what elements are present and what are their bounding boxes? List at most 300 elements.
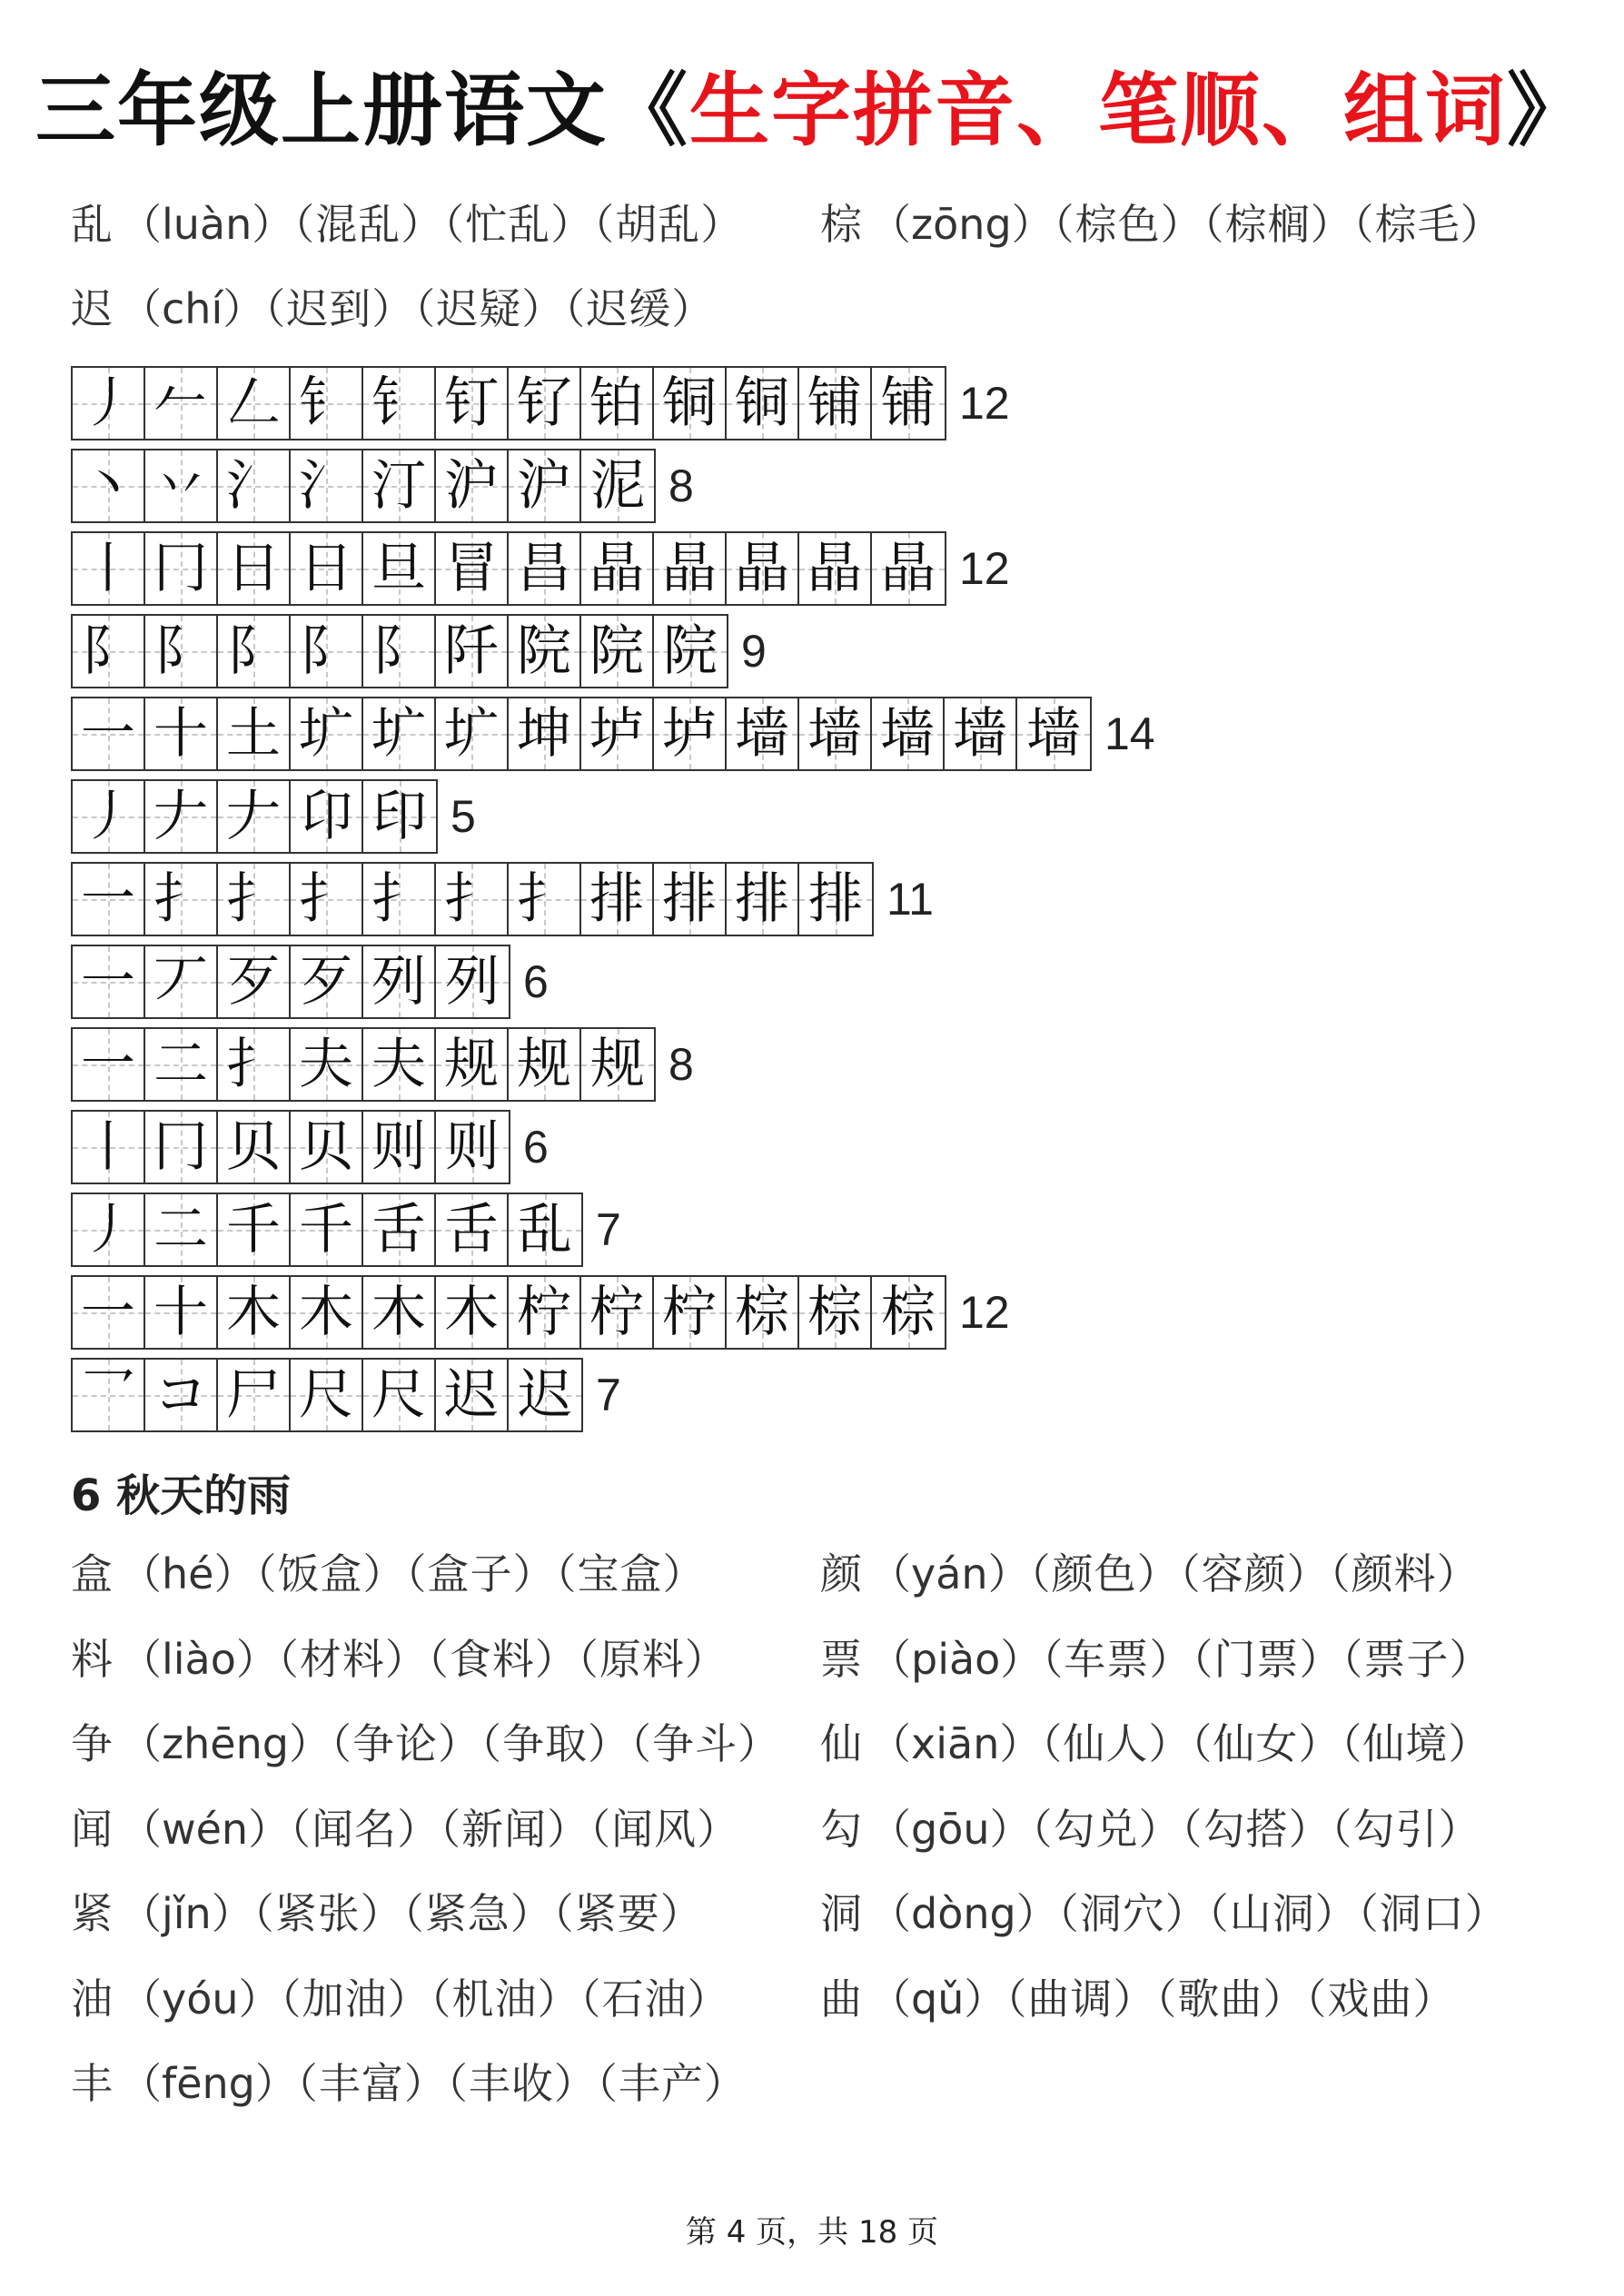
stroke-cell xyxy=(509,368,581,439)
stroke-count: 6 xyxy=(523,955,549,1007)
stroke-cell xyxy=(363,698,436,769)
stroke-glyph: 千 xyxy=(299,1197,353,1262)
stroke-cell xyxy=(218,533,291,604)
stroke-cell xyxy=(363,781,436,852)
stroke-cell xyxy=(799,698,872,769)
stroke-cell xyxy=(581,1277,654,1348)
stroke-glyph: 排 xyxy=(589,866,644,931)
stroke-cell xyxy=(363,1029,436,1100)
stroke-glyph: 晶 xyxy=(589,536,644,600)
vocab-entry xyxy=(71,1634,728,1684)
stroke-glyph: 阝 xyxy=(299,619,353,683)
stroke-row xyxy=(71,609,1155,692)
vocab-entry xyxy=(71,1974,730,2024)
stroke-cell xyxy=(218,1112,291,1183)
stroke-glyph: 沪 xyxy=(444,453,499,518)
stroke-cell xyxy=(363,1360,436,1430)
vocab-char: 洞 xyxy=(820,1889,862,1938)
stroke-cell xyxy=(581,368,654,439)
stroke-glyph: 丨 xyxy=(81,536,135,600)
stroke-cell xyxy=(581,698,654,769)
stroke-count: 9 xyxy=(741,625,767,677)
vocab-pinyin: （fēng） xyxy=(120,2059,297,2108)
vocab-words: （饭盒）（盒子）（宝盒） xyxy=(255,1549,706,1598)
stroke-glyph: 晶 xyxy=(881,536,936,600)
stroke-glyph: 铺 xyxy=(881,371,936,435)
stroke-glyph: 院 xyxy=(589,619,644,683)
stroke-grid xyxy=(71,531,946,606)
stroke-cell xyxy=(145,450,218,521)
stroke-grid xyxy=(71,1358,583,1432)
stroke-glyph: 圹 xyxy=(371,701,426,766)
stroke-glyph: 墙 xyxy=(735,701,789,766)
vocab-entry xyxy=(820,1719,1491,1768)
stroke-cell xyxy=(73,1112,145,1183)
stroke-cell xyxy=(727,864,799,935)
stroke-cell xyxy=(145,946,218,1017)
stroke-glyph: 迟 xyxy=(444,1362,499,1427)
stroke-cell xyxy=(872,533,945,604)
stroke-glyph: 棕 xyxy=(735,1280,789,1344)
stroke-cell xyxy=(218,1277,291,1348)
stroke-cell xyxy=(436,1194,509,1265)
vocab-pinyin: （piào） xyxy=(869,1634,1043,1684)
stroke-cell xyxy=(581,1029,654,1100)
page-title xyxy=(0,64,1624,157)
stroke-cell xyxy=(436,1029,509,1100)
stroke-cell xyxy=(291,781,363,852)
stroke-glyph: 沪 xyxy=(517,453,571,518)
stroke-cell xyxy=(509,533,581,604)
stroke-count: 8 xyxy=(668,460,694,511)
stroke-glyph: 丨 xyxy=(81,1114,135,1179)
stroke-glyph: 丆 xyxy=(153,949,208,1014)
stroke-glyph: 墙 xyxy=(880,701,935,766)
vocab-pinyin: （yóu） xyxy=(120,1974,281,2024)
stroke-cell xyxy=(581,533,654,604)
vocab-pinyin: （gōu） xyxy=(869,1804,1032,1854)
stroke-count: 7 xyxy=(596,1369,621,1420)
stroke-glyph: 墙 xyxy=(953,701,1007,766)
stroke-glyph: 印 xyxy=(372,784,427,848)
stroke-glyph: 丷 xyxy=(153,453,208,518)
stroke-glyph: 阝 xyxy=(226,619,281,683)
stroke-count: 7 xyxy=(596,1203,621,1255)
stroke-cell xyxy=(509,1194,581,1265)
stroke-cell xyxy=(291,698,363,769)
stroke-glyph: 则 xyxy=(371,1114,426,1179)
vocab-char: 棕 xyxy=(820,200,862,249)
stroke-glyph: 冂 xyxy=(153,1114,208,1179)
stroke-cell xyxy=(291,368,363,439)
stroke-cell xyxy=(145,533,218,604)
stroke-cell xyxy=(509,450,581,521)
stroke-cell xyxy=(73,781,145,852)
stroke-row xyxy=(71,940,1155,1023)
stroke-cell xyxy=(218,368,291,439)
vocab-char: 料 xyxy=(71,1634,113,1684)
stroke-cell xyxy=(363,533,436,604)
stroke-glyph: 汀 xyxy=(371,453,426,518)
vocab-words: （材料）（食料）（原料） xyxy=(277,1634,728,1684)
stroke-cell xyxy=(654,533,727,604)
stroke-cell xyxy=(872,698,945,769)
stroke-glyph: 丶 xyxy=(81,453,135,518)
stroke-count: 12 xyxy=(959,377,1010,429)
stroke-cell xyxy=(218,1194,291,1265)
stroke-glyph: 规 xyxy=(590,1032,645,1096)
stroke-glyph: 钅 xyxy=(299,371,353,435)
stroke-cell xyxy=(291,864,363,935)
stroke-cell xyxy=(654,616,727,687)
stroke-cell xyxy=(73,450,145,521)
stroke-cell xyxy=(73,1277,145,1348)
vocab-pinyin: （zōng） xyxy=(869,200,1054,249)
stroke-grid xyxy=(71,614,728,688)
stroke-cell xyxy=(363,1277,436,1348)
stroke-glyph: 木 xyxy=(444,1280,499,1344)
stroke-glyph: 木 xyxy=(226,1280,281,1344)
vocab-char: 油 xyxy=(71,1974,113,2024)
stroke-cell xyxy=(73,698,145,769)
stroke-cell xyxy=(654,698,727,769)
vocab-entry xyxy=(820,1634,1492,1684)
stroke-cell xyxy=(509,698,581,769)
stroke-cell xyxy=(73,1029,145,1100)
stroke-glyph: 排 xyxy=(735,866,789,931)
vocab-pinyin: （jǐn） xyxy=(120,1889,253,1938)
stroke-glyph: 墙 xyxy=(1026,701,1081,766)
vocab-words: （洞穴）（山洞）（洞口） xyxy=(1057,1889,1508,1938)
stroke-cell xyxy=(363,1112,436,1183)
stroke-glyph: 排 xyxy=(662,866,717,931)
stroke-glyph: 迟 xyxy=(518,1362,572,1427)
stroke-grid xyxy=(71,1110,510,1184)
stroke-cell xyxy=(73,864,145,935)
stroke-glyph: 冒 xyxy=(444,536,499,600)
stroke-glyph: 一 xyxy=(81,949,135,1014)
stroke-grid xyxy=(71,779,438,854)
vocab-pinyin: （dòng） xyxy=(869,1889,1058,1938)
stroke-glyph: 阝 xyxy=(153,619,208,683)
stroke-glyph: 贝 xyxy=(226,1114,281,1179)
stroke-cell xyxy=(363,616,436,687)
stroke-cell xyxy=(363,864,436,935)
stroke-cell xyxy=(73,533,145,604)
stroke-cell xyxy=(436,1112,509,1183)
stroke-cell xyxy=(291,533,363,604)
stroke-glyph: 钉 xyxy=(444,371,499,435)
stroke-glyph: 院 xyxy=(663,619,718,683)
vocab-pinyin: （wén） xyxy=(120,1804,291,1854)
stroke-cell xyxy=(509,1029,581,1100)
stroke-cell xyxy=(436,368,509,439)
stroke-glyph: 舌 xyxy=(371,1197,426,1262)
stroke-glyph: 一 xyxy=(81,1032,135,1096)
stroke-row xyxy=(71,775,1155,857)
stroke-glyph: 旦 xyxy=(371,536,426,600)
stroke-glyph: 扌 xyxy=(226,866,281,931)
stroke-glyph: 十 xyxy=(153,1280,208,1344)
stroke-cell xyxy=(509,864,581,935)
stroke-cell xyxy=(145,1194,218,1265)
stroke-glyph: 丿 xyxy=(81,784,135,848)
stroke-row xyxy=(71,444,1155,527)
stroke-glyph: 则 xyxy=(445,1114,500,1179)
stroke-glyph: 尺 xyxy=(299,1362,353,1427)
stroke-glyph: 扌 xyxy=(517,866,571,931)
stroke-cell xyxy=(872,368,945,439)
vocab-char: 争 xyxy=(71,1719,113,1768)
vocab-entry xyxy=(71,1804,740,1854)
stroke-cell xyxy=(218,616,291,687)
stroke-glyph: 卬 xyxy=(299,784,353,848)
stroke-cell xyxy=(218,450,291,521)
stroke-order-section xyxy=(71,361,1155,1436)
stroke-cell xyxy=(145,1360,218,1430)
stroke-glyph: 千 xyxy=(226,1197,281,1262)
vocab-char: 票 xyxy=(820,1634,862,1684)
stroke-glyph: 尸 xyxy=(226,1362,281,1427)
stroke-glyph: 二 xyxy=(153,1197,208,1262)
vocab-char: 仙 xyxy=(820,1719,862,1768)
stroke-cell xyxy=(291,1194,363,1265)
stroke-glyph: 氵 xyxy=(226,453,281,518)
stroke-count: 8 xyxy=(668,1038,694,1090)
stroke-glyph: 𠂉 xyxy=(153,371,208,435)
title-prefix: 三年级上册语文《 xyxy=(35,64,689,157)
vocab-words: （迟到）（迟疑）（迟缓） xyxy=(264,284,715,333)
vocab-char: 乱 xyxy=(71,200,113,249)
stroke-glyph: 墙 xyxy=(807,701,862,766)
stroke-cell xyxy=(145,1112,218,1183)
stroke-glyph: 阡 xyxy=(444,619,499,683)
stroke-glyph: 昌 xyxy=(517,536,571,600)
stroke-grid xyxy=(71,366,946,440)
stroke-cell xyxy=(436,450,509,521)
vocab-entry xyxy=(71,284,715,333)
stroke-cell xyxy=(436,946,509,1017)
stroke-glyph: 丿 xyxy=(81,1197,135,1262)
stroke-cell xyxy=(291,1029,363,1100)
stroke-glyph: 坤 xyxy=(517,701,571,766)
stroke-glyph: 舌 xyxy=(444,1197,499,1262)
vocab-char: 曲 xyxy=(820,1974,862,2024)
stroke-cell xyxy=(799,1277,872,1348)
vocab-words: （紧张）（紧急）（紧要） xyxy=(253,1889,703,1938)
stroke-count: 6 xyxy=(523,1121,549,1173)
stroke-cell xyxy=(145,698,218,769)
stroke-glyph: 歹 xyxy=(299,949,353,1014)
stroke-row xyxy=(71,1023,1155,1105)
vocab-words: （勾兑）（勾搭）（勾引） xyxy=(1031,1804,1481,1854)
vocab-char: 丰 xyxy=(71,2059,113,2108)
vocab-char: 盒 xyxy=(71,1549,113,1598)
vocab-pinyin: （liào） xyxy=(120,1634,278,1684)
stroke-glyph: 扌 xyxy=(226,1032,281,1096)
stroke-cell xyxy=(581,450,654,521)
stroke-cell xyxy=(872,1277,945,1348)
vocab-entry xyxy=(820,1804,1481,1854)
vocab-char: 迟 xyxy=(71,284,113,333)
stroke-row xyxy=(71,1353,1155,1436)
stroke-cell xyxy=(291,1112,363,1183)
stroke-cell xyxy=(727,533,799,604)
stroke-glyph: 垆 xyxy=(589,701,644,766)
stroke-cell xyxy=(145,1277,218,1348)
vocab-words: （颜色）（容颜）（颜料） xyxy=(1029,1549,1480,1598)
stroke-glyph: 棕 xyxy=(807,1280,862,1344)
stroke-row xyxy=(71,692,1155,775)
title-highlight: 生字拼音、笔顺、组词 xyxy=(688,64,1507,157)
vocab-entry xyxy=(820,1549,1480,1598)
stroke-glyph: 列 xyxy=(445,949,500,1014)
stroke-glyph: 一 xyxy=(81,866,135,931)
stroke-cell xyxy=(509,1277,581,1348)
stroke-cell xyxy=(145,781,218,852)
stroke-cell xyxy=(654,368,727,439)
stroke-row xyxy=(71,527,1155,609)
stroke-glyph: 棕 xyxy=(881,1280,936,1344)
stroke-cell xyxy=(509,1360,581,1430)
stroke-count: 12 xyxy=(959,542,1010,594)
vocab-char: 勾 xyxy=(820,1804,862,1854)
stroke-cell xyxy=(1017,698,1090,769)
stroke-grid xyxy=(71,1193,583,1267)
stroke-glyph: 一 xyxy=(81,701,135,766)
stroke-cell xyxy=(218,781,291,852)
vocab-words: （车票）（门票）（票子） xyxy=(1042,1634,1492,1684)
vocab-words: （棕色）（棕榈）（棕毛） xyxy=(1053,200,1503,249)
stroke-glyph: コ xyxy=(153,1362,208,1427)
stroke-glyph: 贝 xyxy=(299,1114,353,1179)
stroke-cell xyxy=(73,368,145,439)
stroke-glyph: 铺 xyxy=(807,371,862,435)
stroke-cell xyxy=(727,698,799,769)
stroke-glyph: 院 xyxy=(517,619,571,683)
stroke-cell xyxy=(799,864,872,935)
stroke-glyph: 𠃋 xyxy=(226,371,281,435)
stroke-cell xyxy=(291,1360,363,1430)
stroke-grid xyxy=(71,1275,946,1350)
stroke-glyph: 十 xyxy=(153,701,208,766)
vocab-entry xyxy=(71,1549,706,1598)
vocab-pinyin: （hé） xyxy=(120,1549,256,1598)
stroke-glyph: 柠 xyxy=(517,1280,571,1344)
stroke-glyph: 夫 xyxy=(371,1032,426,1096)
vocab-entry xyxy=(71,200,744,249)
stroke-cell xyxy=(145,616,218,687)
stroke-glyph: 规 xyxy=(444,1032,499,1096)
stroke-cell xyxy=(436,616,509,687)
stroke-count: 11 xyxy=(886,873,934,925)
stroke-cell xyxy=(218,864,291,935)
stroke-cell xyxy=(945,698,1017,769)
vocab-pinyin: （yán） xyxy=(869,1549,1030,1598)
stroke-glyph: 日 xyxy=(299,536,353,600)
stroke-cell xyxy=(218,698,291,769)
stroke-cell xyxy=(73,1194,145,1265)
stroke-row xyxy=(71,1105,1155,1188)
vocab-pinyin: （chí） xyxy=(120,284,265,333)
stroke-glyph: 泥 xyxy=(590,453,645,518)
stroke-glyph: 氵 xyxy=(299,453,353,518)
vocab-pinyin: （qǔ） xyxy=(869,1974,1006,2024)
stroke-glyph: 丿 xyxy=(81,371,135,435)
vocab-entry xyxy=(71,1889,703,1938)
vocab-words: （争论）（争取）（争斗） xyxy=(330,1719,780,1768)
stroke-grid xyxy=(71,945,510,1019)
stroke-glyph: 扌 xyxy=(153,866,208,931)
vocab-char: 颜 xyxy=(820,1549,862,1598)
stroke-grid xyxy=(71,449,656,523)
stroke-cell xyxy=(291,616,363,687)
stroke-glyph: 夫 xyxy=(299,1032,353,1096)
stroke-cell xyxy=(581,864,654,935)
stroke-grid xyxy=(71,1027,656,1102)
stroke-glyph: 阝 xyxy=(371,619,426,683)
stroke-cell xyxy=(73,946,145,1017)
vocab-words: （加油）（机油）（石油） xyxy=(280,1974,730,2024)
stroke-glyph: 晶 xyxy=(662,536,717,600)
stroke-glyph: 钌 xyxy=(517,371,571,435)
vocab-words: （曲调）（歌曲）（戏曲） xyxy=(1005,1974,1456,2024)
stroke-cell xyxy=(291,946,363,1017)
stroke-grid xyxy=(71,697,1092,771)
stroke-cell xyxy=(799,368,872,439)
stroke-cell xyxy=(509,616,581,687)
stroke-grid xyxy=(71,862,874,936)
stroke-glyph: 乛 xyxy=(81,1362,135,1427)
stroke-glyph: 𠂇 xyxy=(153,784,208,848)
title-suffix: 》 xyxy=(1507,64,1589,157)
stroke-glyph: 扌 xyxy=(371,866,426,931)
stroke-cell xyxy=(291,1277,363,1348)
stroke-cell xyxy=(363,946,436,1017)
stroke-glyph: 木 xyxy=(299,1280,353,1344)
stroke-cell xyxy=(436,864,509,935)
vocab-entry xyxy=(820,1974,1456,2024)
stroke-cell xyxy=(727,368,799,439)
vocab-words: （丰富）（丰收）（丰产） xyxy=(296,2059,747,2108)
stroke-glyph: 𠂇 xyxy=(226,784,281,848)
stroke-count: 5 xyxy=(451,790,476,842)
stroke-cell xyxy=(436,533,509,604)
stroke-glyph: 柠 xyxy=(589,1280,644,1344)
stroke-count: 12 xyxy=(959,1286,1010,1338)
stroke-cell xyxy=(145,864,218,935)
stroke-glyph: 歹 xyxy=(226,949,281,1014)
stroke-glyph: 铜 xyxy=(662,371,717,435)
stroke-cell xyxy=(145,1029,218,1100)
vocab-words: （仙人）（仙女）（仙境） xyxy=(1041,1719,1491,1768)
vocab-entry xyxy=(820,200,1503,249)
vocab-words: （混乱）（忙乱）（胡乱） xyxy=(293,200,744,249)
lesson-title: 6 秋天的雨 xyxy=(71,1470,292,1521)
stroke-row xyxy=(71,857,1155,940)
vocab-pinyin: （luàn） xyxy=(120,200,294,249)
stroke-count: 14 xyxy=(1104,708,1155,759)
page-footer: 第 4 页，共 18 页 xyxy=(685,2214,939,2251)
vocab-words: （闻名）（新闻）（闻风） xyxy=(290,1804,740,1854)
stroke-glyph: 钅 xyxy=(371,371,426,435)
stroke-cell xyxy=(218,1360,291,1430)
vocab-pinyin: （zhēng） xyxy=(120,1719,331,1768)
vocab-entry xyxy=(71,1719,780,1768)
stroke-cell xyxy=(218,1029,291,1100)
vocab-entry xyxy=(71,2059,747,2108)
stroke-glyph: 圹 xyxy=(299,701,353,766)
